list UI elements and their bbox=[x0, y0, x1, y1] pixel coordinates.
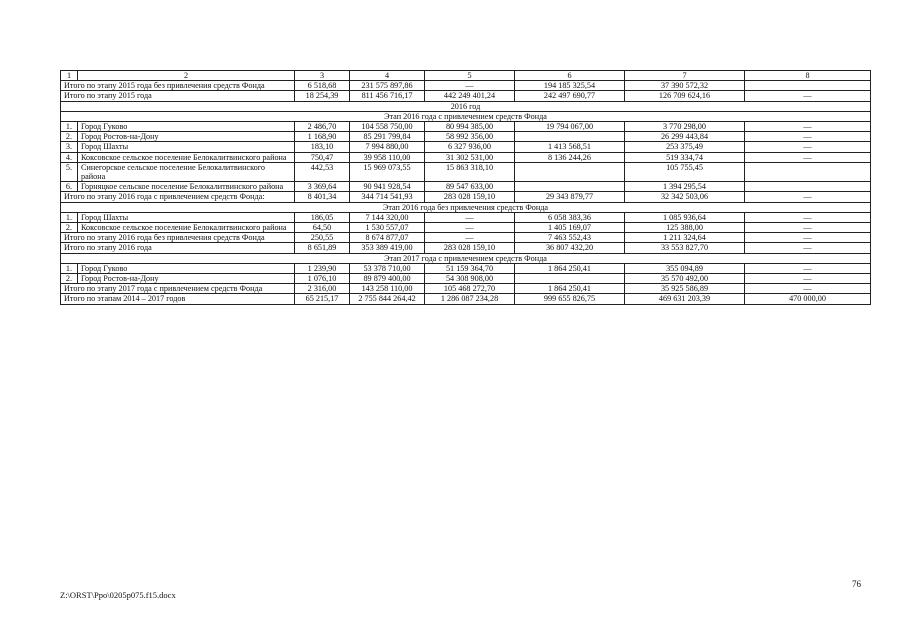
table-row bbox=[61, 122, 871, 132]
table-row bbox=[61, 152, 871, 162]
fund-value: 105 468 272,70 bbox=[425, 284, 515, 294]
row-number: 1. bbox=[61, 122, 78, 132]
section-header: Этап 2017 года с привлечением средств Фонда bbox=[61, 253, 871, 263]
fund-value: 283 028 159,10 bbox=[425, 243, 515, 253]
fund-value: 54 308 908,00 bbox=[425, 274, 515, 284]
section-header-row bbox=[61, 101, 871, 111]
column-number-row bbox=[61, 71, 871, 81]
row-name: Город Ростов-на-Дону bbox=[78, 132, 295, 142]
local-budget-value: 26 299 443,84 bbox=[625, 132, 745, 142]
area-value: 750,47 bbox=[295, 152, 350, 162]
total-row bbox=[61, 243, 871, 253]
row-name: Итого по этапу 2016 года с привлечением средств Фонда: bbox=[61, 192, 295, 202]
row-name: Итого по этапам 2014 – 2017 годов bbox=[61, 294, 295, 304]
regional-budget-value: 1 405 169,07 bbox=[515, 223, 625, 233]
column-number: 2 bbox=[78, 71, 295, 81]
extra-funds-value: — bbox=[745, 263, 871, 273]
total-cost-value: 53 378 710,00 bbox=[350, 263, 425, 273]
local-budget-value: 1 211 324,64 bbox=[625, 233, 745, 243]
area-value: 250,55 bbox=[295, 233, 350, 243]
row-number: 1. bbox=[61, 212, 78, 222]
table-row bbox=[61, 263, 871, 273]
area-value: 1 076,10 bbox=[295, 274, 350, 284]
column-number: 8 bbox=[745, 71, 871, 81]
regional-budget-value: 1 864 250,41 bbox=[515, 263, 625, 273]
row-name: Синегорское сельское поселение Белокалитвинского района bbox=[78, 162, 295, 181]
fund-value: 283 028 159,10 bbox=[425, 192, 515, 202]
row-number: 6. bbox=[61, 182, 78, 192]
column-number: 5 bbox=[425, 71, 515, 81]
local-budget-value: 1 085 936,64 bbox=[625, 212, 745, 222]
extra-funds-value bbox=[745, 162, 871, 181]
row-number: 2. bbox=[61, 223, 78, 233]
area-value: 186,05 bbox=[295, 212, 350, 222]
extra-funds-value: — bbox=[745, 91, 871, 101]
total-row bbox=[61, 284, 871, 294]
area-value: 183,10 bbox=[295, 142, 350, 152]
local-budget-value: 469 631 203,39 bbox=[625, 294, 745, 304]
area-value: 1 168,90 bbox=[295, 132, 350, 142]
extra-funds-value bbox=[745, 182, 871, 192]
column-number: 4 bbox=[350, 71, 425, 81]
regional-budget-value: 999 655 826,75 bbox=[515, 294, 625, 304]
regional-budget-value: 36 807 432,20 bbox=[515, 243, 625, 253]
total-row bbox=[61, 294, 871, 304]
column-number: 1 bbox=[61, 71, 78, 81]
total-cost-value: 85 291 799,84 bbox=[350, 132, 425, 142]
table-row bbox=[61, 162, 871, 181]
local-budget-value: 32 342 503,06 bbox=[625, 192, 745, 202]
extra-funds-value bbox=[745, 81, 871, 91]
local-budget-value: 33 553 827,70 bbox=[625, 243, 745, 253]
extra-funds-value: — bbox=[745, 192, 871, 202]
table-row bbox=[61, 223, 871, 233]
row-name: Итого по этапу 2016 года bbox=[61, 243, 295, 253]
total-cost-value: 7 144 320,00 bbox=[350, 212, 425, 222]
row-name: Город Шахты bbox=[78, 142, 295, 152]
total-row bbox=[61, 233, 871, 243]
total-cost-value: 89 879 400,00 bbox=[350, 274, 425, 284]
section-header: Этап 2016 года без привлечения средств Фонда bbox=[61, 202, 871, 212]
fund-value: 6 327 936,00 bbox=[425, 142, 515, 152]
extra-funds-value: — bbox=[745, 122, 871, 132]
regional-budget-value bbox=[515, 274, 625, 284]
section-header-row bbox=[61, 253, 871, 263]
fund-value: — bbox=[425, 233, 515, 243]
table-row bbox=[61, 212, 871, 222]
row-number: 3. bbox=[61, 142, 78, 152]
extra-funds-value: — bbox=[745, 152, 871, 162]
area-value: 1 239,90 bbox=[295, 263, 350, 273]
extra-funds-value: — bbox=[745, 243, 871, 253]
area-value: 442,53 bbox=[295, 162, 350, 181]
extra-funds-value: 470 000,00 bbox=[745, 294, 871, 304]
regional-budget-value bbox=[515, 162, 625, 181]
row-name: Итого по этапу 2015 года без привлечения средств Фонда bbox=[61, 81, 295, 91]
local-budget-value: 519 334,74 bbox=[625, 152, 745, 162]
fund-value: — bbox=[425, 223, 515, 233]
fund-value: 80 994 385,00 bbox=[425, 122, 515, 132]
total-cost-value: 90 941 928,54 bbox=[350, 182, 425, 192]
row-name: Коксовское сельское поселение Белокалитвинского района bbox=[78, 223, 295, 233]
area-value: 2 486,70 bbox=[295, 122, 350, 132]
table-row bbox=[61, 132, 871, 142]
local-budget-value: 125 388,00 bbox=[625, 223, 745, 233]
total-cost-value: 353 389 419,00 bbox=[350, 243, 425, 253]
row-name: Коксовское сельское поселение Белокалитвинского района bbox=[78, 152, 295, 162]
local-budget-value: 35 570 492,00 bbox=[625, 274, 745, 284]
regional-budget-value: 6 058 383,36 bbox=[515, 212, 625, 222]
row-name: Итого по этапу 2016 года без привлечения средств Фонда bbox=[61, 233, 295, 243]
regional-budget-value: 8 136 244,26 bbox=[515, 152, 625, 162]
row-number: 2. bbox=[61, 132, 78, 142]
section-header-row bbox=[61, 111, 871, 121]
local-budget-value: 3 770 298,00 bbox=[625, 122, 745, 132]
row-name: Итого по этапу 2017 года с привлечением средств Фонда bbox=[61, 284, 295, 294]
total-cost-value: 811 456 716,17 bbox=[350, 91, 425, 101]
data-table bbox=[60, 70, 871, 305]
regional-budget-value: 19 794 067,00 bbox=[515, 122, 625, 132]
column-number: 7 bbox=[625, 71, 745, 81]
column-number: 3 bbox=[295, 71, 350, 81]
fund-value: 58 992 356,00 bbox=[425, 132, 515, 142]
section-header-row bbox=[61, 202, 871, 212]
regional-budget-value bbox=[515, 132, 625, 142]
area-value: 8 401,34 bbox=[295, 192, 350, 202]
regional-budget-value: 194 185 325,54 bbox=[515, 81, 625, 91]
total-cost-value: 7 994 880,00 bbox=[350, 142, 425, 152]
total-cost-value: 104 558 750,00 bbox=[350, 122, 425, 132]
row-number: 4. bbox=[61, 152, 78, 162]
extra-funds-value: — bbox=[745, 233, 871, 243]
extra-funds-value: — bbox=[745, 142, 871, 152]
fund-value: 51 159 364,70 bbox=[425, 263, 515, 273]
row-name: Итого по этапу 2015 года bbox=[61, 91, 295, 101]
extra-funds-value: — bbox=[745, 132, 871, 142]
file-path: Z:\ORST\Ppo\0205p075.f15.docx bbox=[60, 590, 176, 600]
total-row bbox=[61, 91, 871, 101]
local-budget-value: 126 709 624,16 bbox=[625, 91, 745, 101]
total-cost-value: 1 530 557,07 bbox=[350, 223, 425, 233]
row-name: Город Гуково bbox=[78, 122, 295, 132]
total-cost-value: 143 258 110,00 bbox=[350, 284, 425, 294]
regional-budget-value: 29 343 879,77 bbox=[515, 192, 625, 202]
total-cost-value: 15 969 073,55 bbox=[350, 162, 425, 181]
area-value: 6 518,68 bbox=[295, 81, 350, 91]
extra-funds-value: — bbox=[745, 274, 871, 284]
regional-budget-value bbox=[515, 182, 625, 192]
fund-value: 15 863 318,10 bbox=[425, 162, 515, 181]
row-name: Город Шахты bbox=[78, 212, 295, 222]
local-budget-value: 1 394 295,54 bbox=[625, 182, 745, 192]
area-value: 3 369,64 bbox=[295, 182, 350, 192]
extra-funds-value: — bbox=[745, 223, 871, 233]
section-header: 2016 год bbox=[61, 101, 871, 111]
local-budget-value: 37 390 572,32 bbox=[625, 81, 745, 91]
section-header: Этап 2016 года с привлечением средств Фонда bbox=[61, 111, 871, 121]
fund-value: 442 249 401,24 bbox=[425, 91, 515, 101]
area-value: 64,50 bbox=[295, 223, 350, 233]
extra-funds-value: — bbox=[745, 212, 871, 222]
row-number: 2. bbox=[61, 274, 78, 284]
page-number: 76 bbox=[852, 579, 861, 589]
extra-funds-value: — bbox=[745, 284, 871, 294]
row-name: Горняцкое сельское поселение Белокалитвинского района bbox=[78, 182, 295, 192]
fund-value: — bbox=[425, 81, 515, 91]
regional-budget-value: 1 864 250,41 bbox=[515, 284, 625, 294]
table-row bbox=[61, 142, 871, 152]
regional-budget-value: 1 413 568,51 bbox=[515, 142, 625, 152]
fund-value: — bbox=[425, 212, 515, 222]
local-budget-value: 35 925 586,89 bbox=[625, 284, 745, 294]
regional-budget-value: 242 497 690,77 bbox=[515, 91, 625, 101]
total-cost-value: 2 755 844 264,42 bbox=[350, 294, 425, 304]
area-value: 65 215,17 bbox=[295, 294, 350, 304]
table-row bbox=[61, 274, 871, 284]
area-value: 2 316,00 bbox=[295, 284, 350, 294]
table-body bbox=[61, 71, 871, 305]
total-cost-value: 344 714 541,93 bbox=[350, 192, 425, 202]
total-row bbox=[61, 192, 871, 202]
table-row bbox=[61, 182, 871, 192]
total-cost-value: 8 674 877,07 bbox=[350, 233, 425, 243]
fund-value: 31 302 531,00 bbox=[425, 152, 515, 162]
total-row bbox=[61, 81, 871, 91]
area-value: 8 651,89 bbox=[295, 243, 350, 253]
total-cost-value: 39 958 110,00 bbox=[350, 152, 425, 162]
regional-budget-value: 7 463 552,43 bbox=[515, 233, 625, 243]
column-number: 6 bbox=[515, 71, 625, 81]
local-budget-value: 355 094,89 bbox=[625, 263, 745, 273]
row-name: Город Ростов-на-Дону bbox=[78, 274, 295, 284]
row-name: Город Гуково bbox=[78, 263, 295, 273]
local-budget-value: 253 375,49 bbox=[625, 142, 745, 152]
fund-value: 89 547 633,00 bbox=[425, 182, 515, 192]
row-number: 1. bbox=[61, 263, 78, 273]
local-budget-value: 105 755,45 bbox=[625, 162, 745, 181]
row-number: 5. bbox=[61, 162, 78, 181]
fund-value: 1 286 087 234,28 bbox=[425, 294, 515, 304]
total-cost-value: 231 575 897,86 bbox=[350, 81, 425, 91]
area-value: 18 254,39 bbox=[295, 91, 350, 101]
